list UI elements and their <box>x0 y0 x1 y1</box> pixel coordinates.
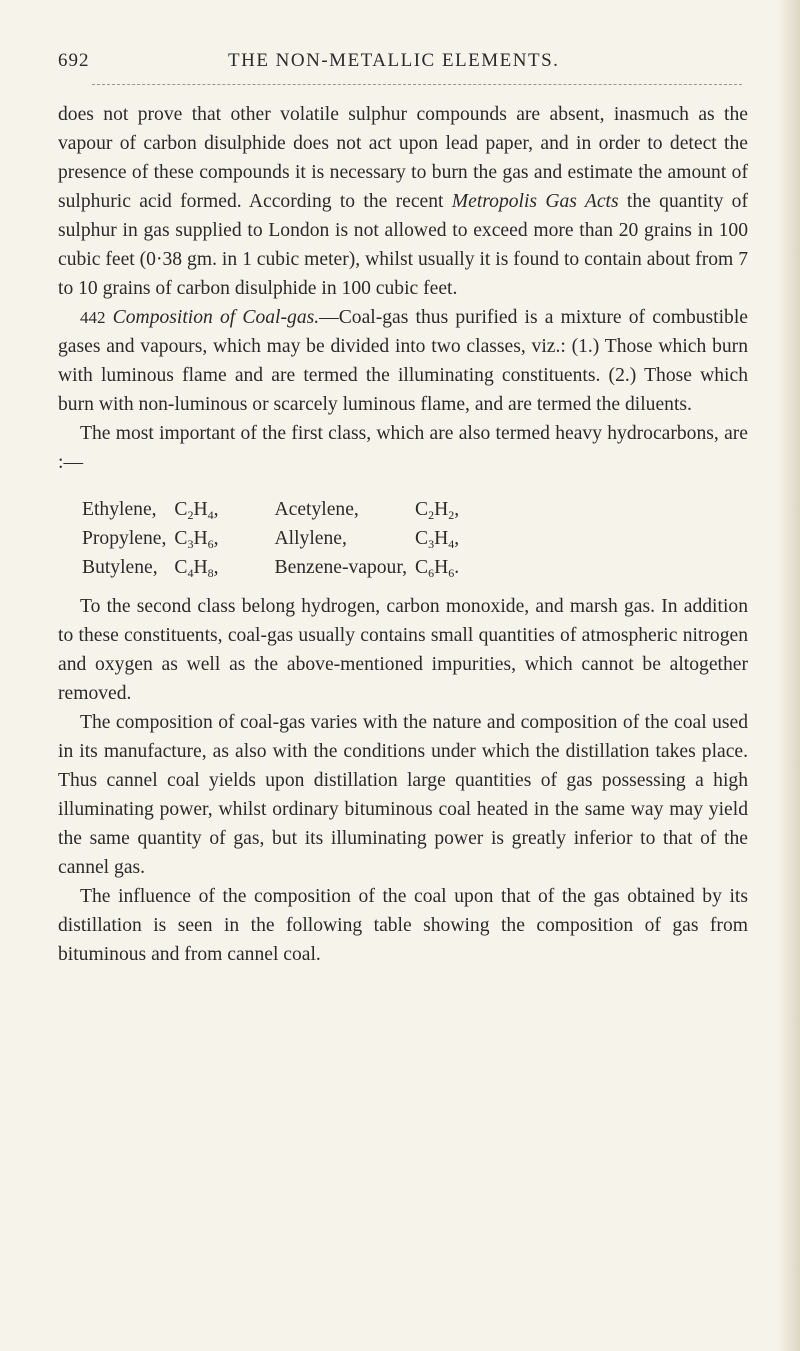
compound-name: Propylene, <box>82 528 167 549</box>
header-rule <box>92 84 742 85</box>
compound-formula: $C_6H_6$. <box>415 557 460 580</box>
table-row <box>82 553 515 582</box>
compound-formula: $C_3H_6$, <box>174 528 219 551</box>
compound-name: Ethylene, <box>82 499 157 520</box>
body-text <box>58 100 748 969</box>
page-number: 692 <box>58 50 90 71</box>
table-row <box>82 495 515 524</box>
compound-name: Butylene, <box>82 557 158 578</box>
section-number: 442 <box>80 308 106 327</box>
paragraph-coal-variation: The composition of coal-gas varies with the nature and composition of the coal used in its manufacture, as also with the conditions under which the distillation takes place. Thus cannel coal yields upon distillation large quantities of gas possessing a high illuminating power, whilst ordinary bituminous coal heated in the same way may yield the same quantity of gas, but its illuminating power is greatly inferior to that of the cannel gas. <box>58 712 748 878</box>
paragraph-sulphur: does not prove that other volatile sulphur compounds are absent, inasmuch as the vapour of carbon disulphide does not act upon lead paper, and in order to detect the presence of these compounds it is necessary to burn the gas and estimate the amount of sulphuric acid formed. According to the recent Metropolis Gas Acts the quantity of sulphur in gas supplied to London is not allowed to exceed more than 20 grains in 100 cubic feet (0·38 gm. in 1 cubic meter), whilst usually it is found to contain about from 7 to 10 grains of carbon disulphide in 100 cubic feet. <box>58 104 749 299</box>
table-row <box>82 524 515 553</box>
italic-act-title: Metropolis Gas Acts <box>451 191 619 212</box>
paragraph-heavy-hydrocarbons: The most important of the first class, which are also termed heavy hydrocarbons, are :— <box>58 423 748 473</box>
compound-name: Benzene-vapour, <box>274 557 407 578</box>
page-edge-shadow <box>778 0 800 1351</box>
section-heading: Composition of Coal-gas. <box>112 307 320 328</box>
paragraph-influence: The influence of the composition of the coal upon that of the gas obtained by its distillation is seen in the following table showing the composition of gas from bituminous and from cannel coal. <box>58 886 748 965</box>
compound-formula: $C_3H_4$, <box>415 528 460 551</box>
compound-formula: $C_4H_8$, <box>174 557 219 580</box>
running-title: THE NON-METALLIC ELEMENTS. <box>228 50 560 71</box>
compound-name: Acetylene, <box>274 499 359 520</box>
compound-formula: $C_2H_4$, <box>174 499 219 522</box>
paragraph-second-class: To the second class belong hydrogen, carbon monoxide, and marsh gas. In addition to these constituents, coal-gas usually contains small quantities of atmospheric nitrogen and oxygen as well as the above-mentioned impurities, which cannot be altogether removed. <box>58 596 748 704</box>
hydrocarbon-table <box>82 495 515 582</box>
paragraph-composition: 442 Composition of Coal-gas.—Coal-gas thus purified is a mixture of combustible gases and vapours, which may be divided into two classes, viz.: (1.) Those which burn with luminous flame and are termed the illuminating constituents. (2.) Those which burn with non-luminous or scarcely luminous flame, and are termed the diluents. <box>58 307 748 415</box>
running-header <box>58 50 748 78</box>
compound-name: Allylene, <box>274 528 347 549</box>
compound-formula: $C_2H_2$, <box>415 499 460 522</box>
